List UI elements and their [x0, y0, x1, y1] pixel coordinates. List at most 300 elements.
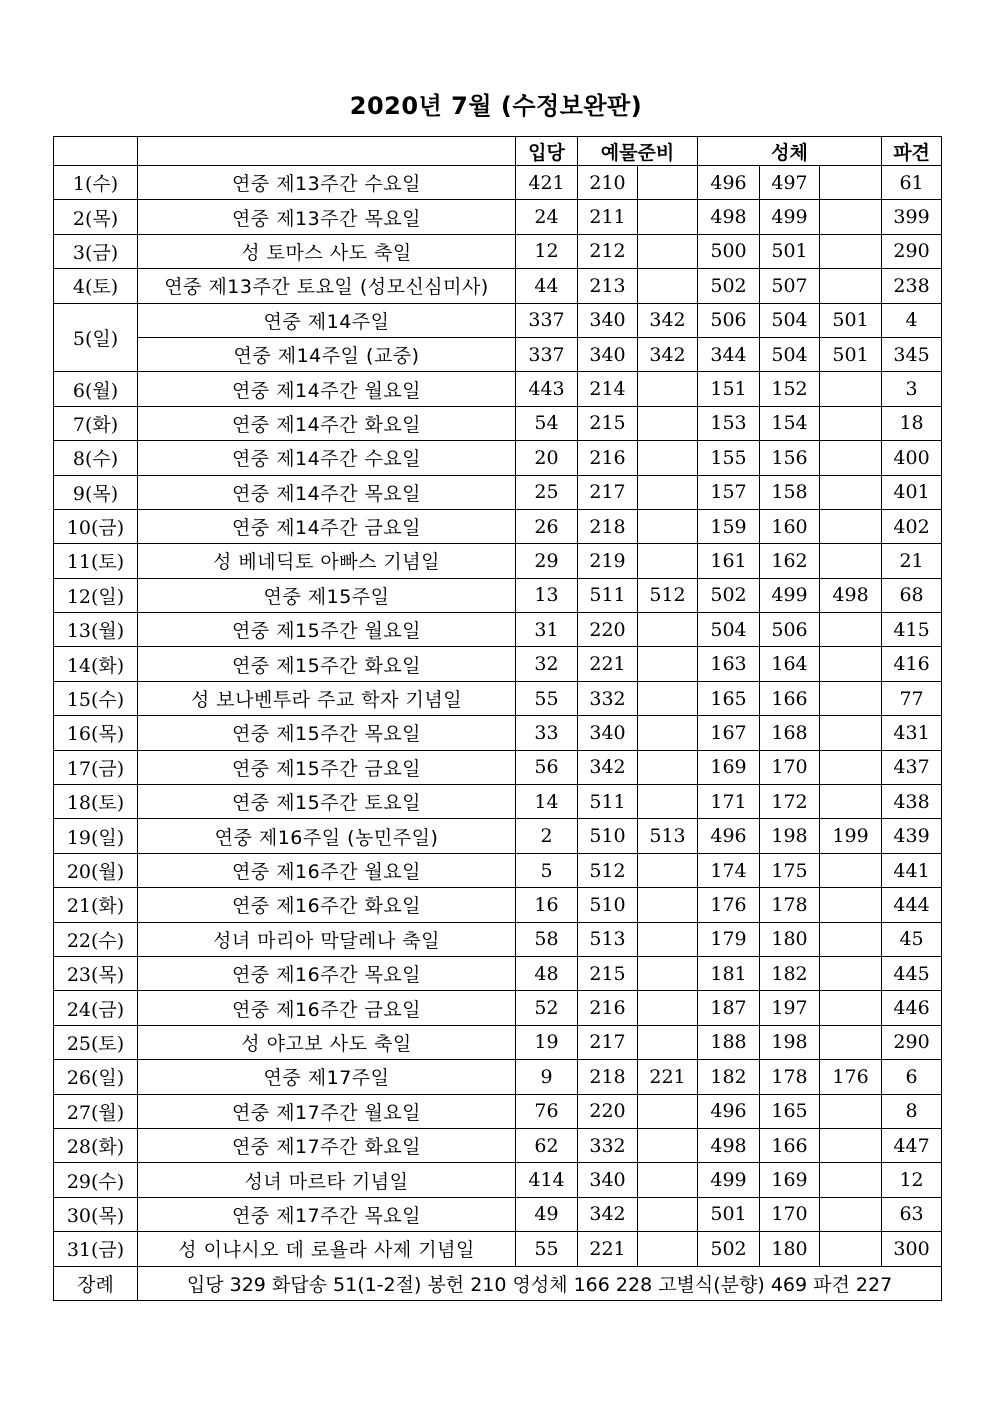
hymn-number-cell: 56	[516, 750, 578, 784]
celebration-cell: 성 토마스 사도 축일	[138, 234, 516, 268]
hymn-number-cell: 444	[882, 888, 942, 922]
celebration-cell: 연중 제17주간 월요일	[138, 1094, 516, 1128]
hymn-number-cell: 216	[578, 441, 638, 475]
celebration-cell: 연중 제17주간 목요일	[138, 1197, 516, 1231]
hymn-number-cell: 76	[516, 1094, 578, 1128]
table-row	[54, 303, 942, 337]
hymn-number-cell: 158	[760, 475, 820, 509]
hymn-number-cell: 55	[516, 681, 578, 715]
hymn-number-cell: 153	[698, 406, 760, 440]
day-cell: 22(수)	[54, 922, 138, 956]
hymn-number-cell: 501	[698, 1197, 760, 1231]
hymn-number-cell: 13	[516, 578, 578, 612]
hymn-number-cell: 499	[698, 1163, 760, 1197]
table-row	[54, 991, 942, 1025]
table-row	[54, 269, 942, 303]
hymn-number-cell: 199	[820, 819, 882, 853]
hymn-number-cell: 19	[516, 1025, 578, 1059]
day-cell: 8(수)	[54, 441, 138, 475]
hymn-number-cell: 20	[516, 441, 578, 475]
hymn-number-cell: 342	[638, 303, 698, 337]
hymn-number-cell	[820, 991, 882, 1025]
hymn-number-cell	[820, 1094, 882, 1128]
header-offertory: 예물준비	[578, 137, 698, 166]
hymn-number-cell: 164	[760, 647, 820, 681]
celebration-cell: 연중 제14주간 수요일	[138, 441, 516, 475]
hymn-number-cell: 340	[578, 1163, 638, 1197]
day-cell: 5(일)	[54, 303, 138, 372]
hymn-number-cell	[820, 441, 882, 475]
table-row	[54, 1128, 942, 1162]
hymn-number-cell: 16	[516, 888, 578, 922]
day-cell: 7(화)	[54, 406, 138, 440]
hymn-number-cell	[820, 269, 882, 303]
hymn-number-cell: 496	[698, 166, 760, 200]
table-row	[54, 750, 942, 784]
hymn-number-cell	[638, 1232, 698, 1266]
hymn-number-cell: 5	[516, 853, 578, 887]
hymn-number-cell: 217	[578, 475, 638, 509]
hymn-number-cell: 215	[578, 956, 638, 990]
hymn-number-cell: 175	[760, 853, 820, 887]
table-row	[54, 1197, 942, 1231]
hymn-number-cell: 431	[882, 716, 942, 750]
hymn-number-cell	[820, 716, 882, 750]
hymn-number-cell: 165	[760, 1094, 820, 1128]
page-title: 2020년 7월 (수정보완판)	[349, 92, 643, 120]
hymn-number-cell: 220	[578, 1094, 638, 1128]
celebration-cell: 연중 제15주간 화요일	[138, 647, 516, 681]
hymn-number-cell: 176	[698, 888, 760, 922]
hymn-number-cell	[638, 269, 698, 303]
hymn-number-cell: 210	[578, 166, 638, 200]
hymn-number-cell: 445	[882, 956, 942, 990]
hymn-number-cell: 238	[882, 269, 942, 303]
hymn-number-cell: 447	[882, 1128, 942, 1162]
day-cell: 3(금)	[54, 234, 138, 268]
hymn-number-cell	[638, 750, 698, 784]
table-row	[54, 1232, 942, 1266]
hymn-number-cell	[638, 234, 698, 268]
table-row	[54, 819, 942, 853]
celebration-cell: 연중 제15주간 토요일	[138, 785, 516, 819]
hymn-number-cell	[820, 750, 882, 784]
header-celebration	[138, 137, 516, 166]
hymn-number-cell: 506	[698, 303, 760, 337]
hymn-number-cell: 504	[760, 303, 820, 337]
hymn-number-cell: 2	[516, 819, 578, 853]
table-row	[54, 544, 942, 578]
header-day	[54, 137, 138, 166]
hymn-number-cell: 337	[516, 337, 578, 371]
hymn-number-cell	[820, 613, 882, 647]
hymn-number-cell: 221	[578, 647, 638, 681]
hymn-number-cell: 62	[516, 1128, 578, 1162]
hymn-number-cell	[820, 406, 882, 440]
hymn-number-cell	[820, 544, 882, 578]
hymn-number-cell: 29	[516, 544, 578, 578]
header-communion: 성체	[698, 137, 882, 166]
hymn-number-cell: 500	[698, 234, 760, 268]
day-cell: 26(일)	[54, 1060, 138, 1094]
hymn-number-cell	[638, 166, 698, 200]
hymn-number-cell: 172	[760, 785, 820, 819]
hymn-number-cell: 9	[516, 1060, 578, 1094]
hymn-number-cell: 502	[698, 269, 760, 303]
day-cell: 31(금)	[54, 1232, 138, 1266]
hymn-number-cell: 178	[760, 888, 820, 922]
celebration-cell: 연중 제15주간 목요일	[138, 716, 516, 750]
hymn-number-cell: 498	[820, 578, 882, 612]
hymn-number-cell	[820, 1197, 882, 1231]
hymn-number-cell	[820, 853, 882, 887]
funeral-row	[54, 1266, 942, 1300]
hymn-number-cell	[820, 234, 882, 268]
table-row	[54, 956, 942, 990]
hymn-number-cell: 421	[516, 166, 578, 200]
hymn-number-cell: 161	[698, 544, 760, 578]
hymn-number-cell	[638, 1094, 698, 1128]
hymn-number-cell: 342	[578, 750, 638, 784]
hymn-number-cell: 290	[882, 1025, 942, 1059]
hymn-number-cell: 178	[760, 1060, 820, 1094]
hymn-number-cell: 414	[516, 1163, 578, 1197]
hymn-number-cell: 502	[698, 1232, 760, 1266]
hymn-number-cell: 170	[760, 750, 820, 784]
hymn-number-cell: 496	[698, 1094, 760, 1128]
hymn-number-cell: 399	[882, 200, 942, 234]
hymn-number-cell: 181	[698, 956, 760, 990]
hymn-number-cell: 52	[516, 991, 578, 1025]
hymn-number-cell	[638, 1197, 698, 1231]
celebration-cell: 연중 제16주일 (농민주일)	[138, 819, 516, 853]
hymn-number-cell: 3	[882, 372, 942, 406]
hymn-number-cell: 162	[760, 544, 820, 578]
hymn-number-cell: 211	[578, 200, 638, 234]
hymn-number-cell: 219	[578, 544, 638, 578]
table-row	[54, 509, 942, 543]
hymn-number-cell: 198	[760, 1025, 820, 1059]
hymn-number-cell	[638, 888, 698, 922]
table-row	[54, 406, 942, 440]
hymn-number-cell: 169	[698, 750, 760, 784]
table-row	[54, 475, 942, 509]
celebration-cell: 연중 제16주간 금요일	[138, 991, 516, 1025]
hymn-number-cell: 290	[882, 234, 942, 268]
day-cell: 6(월)	[54, 372, 138, 406]
hymn-number-cell: 212	[578, 234, 638, 268]
table-row	[54, 888, 942, 922]
hymn-number-cell	[638, 441, 698, 475]
hymn-number-cell: 160	[760, 509, 820, 543]
table-row	[54, 647, 942, 681]
hymn-number-cell: 332	[578, 1128, 638, 1162]
hymn-number-cell: 188	[698, 1025, 760, 1059]
hymn-number-cell	[638, 406, 698, 440]
hymn-number-cell	[638, 1163, 698, 1197]
hymn-number-cell	[638, 785, 698, 819]
hymn-number-cell: 497	[760, 166, 820, 200]
header-row	[54, 137, 942, 166]
hymn-number-cell: 400	[882, 441, 942, 475]
hymn-number-cell: 156	[760, 441, 820, 475]
hymn-number-cell: 187	[698, 991, 760, 1025]
hymn-number-cell: 180	[760, 922, 820, 956]
hymn-number-cell: 512	[578, 853, 638, 887]
hymn-number-cell: 342	[578, 1197, 638, 1231]
hymn-number-cell	[820, 647, 882, 681]
celebration-cell: 연중 제13주간 토요일 (성모신심미사)	[138, 269, 516, 303]
hymn-number-cell: 6	[882, 1060, 942, 1094]
hymn-number-cell: 4	[882, 303, 942, 337]
hymn-number-cell: 25	[516, 475, 578, 509]
hymn-number-cell: 216	[578, 991, 638, 1025]
hymn-number-cell: 501	[760, 234, 820, 268]
table-row	[54, 441, 942, 475]
day-cell: 21(화)	[54, 888, 138, 922]
hymn-number-cell: 155	[698, 441, 760, 475]
hymn-number-cell: 12	[516, 234, 578, 268]
table-row	[54, 853, 942, 887]
hymn-number-cell: 340	[578, 303, 638, 337]
hymn-number-cell	[638, 509, 698, 543]
hymn-number-cell	[820, 681, 882, 715]
celebration-cell: 성 이냐시오 데 로욜라 사제 기념일	[138, 1232, 516, 1266]
hymn-number-cell: 24	[516, 200, 578, 234]
hymn-number-cell: 443	[516, 372, 578, 406]
hymn-number-cell: 446	[882, 991, 942, 1025]
day-cell: 24(금)	[54, 991, 138, 1025]
hymn-number-cell	[638, 475, 698, 509]
hymn-number-cell	[820, 922, 882, 956]
celebration-cell: 성 보나벤투라 주교 학자 기념일	[138, 681, 516, 715]
hymn-number-cell: 26	[516, 509, 578, 543]
hymn-number-cell: 499	[760, 200, 820, 234]
hymn-number-cell	[820, 1025, 882, 1059]
hymn-number-cell	[820, 200, 882, 234]
table-row	[54, 613, 942, 647]
hymn-number-cell	[638, 922, 698, 956]
hymn-number-cell: 496	[698, 819, 760, 853]
day-cell: 12(일)	[54, 578, 138, 612]
hymn-number-cell	[820, 475, 882, 509]
hymn-number-cell: 182	[760, 956, 820, 990]
celebration-cell: 연중 제13주간 수요일	[138, 166, 516, 200]
hymn-number-cell: 151	[698, 372, 760, 406]
hymn-number-cell	[820, 785, 882, 819]
day-cell: 1(수)	[54, 166, 138, 200]
hymn-number-cell: 32	[516, 647, 578, 681]
hymn-number-cell: 332	[578, 681, 638, 715]
hymn-number-cell: 504	[760, 337, 820, 371]
hymn-number-cell: 513	[638, 819, 698, 853]
table-row	[54, 1094, 942, 1128]
hymn-number-cell: 179	[698, 922, 760, 956]
hymn-number-cell: 513	[578, 922, 638, 956]
funeral-hymns: 입당 329 화답송 51(1-2절) 봉헌 210 영성체 166 228 고별식(분향) 469 파견 227	[138, 1266, 942, 1300]
celebration-cell: 연중 제17주일	[138, 1060, 516, 1094]
hymn-number-cell: 511	[578, 785, 638, 819]
hymn-number-cell	[820, 956, 882, 990]
hymn-number-cell	[820, 1128, 882, 1162]
hymn-number-cell: 77	[882, 681, 942, 715]
hymn-number-cell: 498	[698, 1128, 760, 1162]
hymn-number-cell: 438	[882, 785, 942, 819]
hymn-number-cell: 499	[760, 578, 820, 612]
table-row	[54, 372, 942, 406]
table-row	[54, 681, 942, 715]
day-cell: 20(월)	[54, 853, 138, 887]
celebration-cell: 연중 제14주일 (교중)	[138, 337, 516, 371]
hymn-number-cell: 218	[578, 1060, 638, 1094]
hymn-number-cell: 63	[882, 1197, 942, 1231]
table-row	[54, 166, 942, 200]
hymn-number-cell: 214	[578, 372, 638, 406]
hymn-number-cell: 61	[882, 166, 942, 200]
hymn-number-cell: 8	[882, 1094, 942, 1128]
hymn-number-cell: 180	[760, 1232, 820, 1266]
table-row	[54, 337, 942, 371]
hymn-number-cell: 176	[820, 1060, 882, 1094]
hymn-number-cell: 68	[882, 578, 942, 612]
hymn-number-cell	[638, 544, 698, 578]
hymn-number-cell	[638, 372, 698, 406]
hymn-number-cell: 49	[516, 1197, 578, 1231]
hymn-number-cell	[638, 853, 698, 887]
day-cell: 14(화)	[54, 647, 138, 681]
day-cell: 28(화)	[54, 1128, 138, 1162]
hymn-number-cell	[638, 613, 698, 647]
day-cell: 19(일)	[54, 819, 138, 853]
hymn-number-cell: 498	[698, 200, 760, 234]
hymn-number-cell	[820, 1163, 882, 1197]
hymn-number-cell: 58	[516, 922, 578, 956]
hymn-number-cell: 345	[882, 337, 942, 371]
hymn-number-cell: 169	[760, 1163, 820, 1197]
hymn-number-cell: 215	[578, 406, 638, 440]
celebration-cell: 연중 제17주간 화요일	[138, 1128, 516, 1162]
hymn-number-cell	[638, 200, 698, 234]
hymn-number-cell: 510	[578, 819, 638, 853]
celebration-cell: 성녀 마리아 막달레나 축일	[138, 922, 516, 956]
hymn-number-cell: 159	[698, 509, 760, 543]
celebration-cell: 연중 제16주간 목요일	[138, 956, 516, 990]
hymn-number-cell: 439	[882, 819, 942, 853]
hymn-number-cell	[638, 647, 698, 681]
hymn-number-cell	[820, 1232, 882, 1266]
hymn-number-cell: 163	[698, 647, 760, 681]
day-cell: 9(목)	[54, 475, 138, 509]
celebration-cell: 성 베네딕토 아빠스 기념일	[138, 544, 516, 578]
hymn-number-cell: 171	[698, 785, 760, 819]
day-cell: 23(목)	[54, 956, 138, 990]
celebration-cell: 연중 제15주간 금요일	[138, 750, 516, 784]
header-entrance: 입당	[516, 137, 578, 166]
hymn-number-cell: 44	[516, 269, 578, 303]
day-cell: 27(월)	[54, 1094, 138, 1128]
hymn-number-cell	[820, 888, 882, 922]
hymn-number-cell: 344	[698, 337, 760, 371]
table-row	[54, 1025, 942, 1059]
day-cell: 25(토)	[54, 1025, 138, 1059]
day-cell: 11(토)	[54, 544, 138, 578]
hymn-number-cell: 340	[578, 337, 638, 371]
celebration-cell: 연중 제14주간 금요일	[138, 509, 516, 543]
hymn-number-cell: 48	[516, 956, 578, 990]
header-recessional: 파견	[882, 137, 942, 166]
hymn-number-cell: 510	[578, 888, 638, 922]
hymn-number-cell	[638, 1128, 698, 1162]
hymn-number-cell: 504	[698, 613, 760, 647]
celebration-cell: 연중 제16주간 월요일	[138, 853, 516, 887]
hymn-number-cell: 45	[882, 922, 942, 956]
hymn-number-cell	[638, 1025, 698, 1059]
hymn-number-cell	[638, 991, 698, 1025]
hymn-number-cell: 154	[760, 406, 820, 440]
hymn-schedule-table	[53, 136, 942, 1301]
hymn-number-cell	[820, 509, 882, 543]
hymn-number-cell: 55	[516, 1232, 578, 1266]
table-row	[54, 578, 942, 612]
hymn-number-cell: 174	[698, 853, 760, 887]
celebration-cell: 연중 제15주간 월요일	[138, 613, 516, 647]
hymn-number-cell: 416	[882, 647, 942, 681]
hymn-number-cell: 14	[516, 785, 578, 819]
celebration-cell: 성 야고보 사도 축일	[138, 1025, 516, 1059]
day-cell: 18(토)	[54, 785, 138, 819]
hymn-number-cell: 165	[698, 681, 760, 715]
hymn-number-cell: 12	[882, 1163, 942, 1197]
celebration-cell: 연중 제16주간 화요일	[138, 888, 516, 922]
hymn-number-cell: 501	[820, 337, 882, 371]
hymn-number-cell: 21	[882, 544, 942, 578]
day-cell: 16(목)	[54, 716, 138, 750]
table-row	[54, 1060, 942, 1094]
hymn-number-cell: 182	[698, 1060, 760, 1094]
day-cell: 10(금)	[54, 509, 138, 543]
hymn-number-cell: 437	[882, 750, 942, 784]
hymn-number-cell: 31	[516, 613, 578, 647]
hymn-number-cell: 166	[760, 681, 820, 715]
celebration-cell: 연중 제13주간 목요일	[138, 200, 516, 234]
hymn-number-cell	[638, 681, 698, 715]
celebration-cell: 연중 제14주간 월요일	[138, 372, 516, 406]
hymn-number-cell: 170	[760, 1197, 820, 1231]
day-cell: 2(목)	[54, 200, 138, 234]
hymn-number-cell: 415	[882, 613, 942, 647]
hymn-number-cell: 401	[882, 475, 942, 509]
hymn-number-cell: 337	[516, 303, 578, 337]
hymn-number-cell: 197	[760, 991, 820, 1025]
hymn-number-cell: 218	[578, 509, 638, 543]
hymn-number-cell	[638, 956, 698, 990]
day-cell: 4(토)	[54, 269, 138, 303]
hymn-number-cell: 220	[578, 613, 638, 647]
hymn-number-cell: 213	[578, 269, 638, 303]
celebration-cell: 성녀 마르타 기념일	[138, 1163, 516, 1197]
hymn-number-cell: 342	[638, 337, 698, 371]
hymn-number-cell: 340	[578, 716, 638, 750]
table-row	[54, 785, 942, 819]
hymn-number-cell: 300	[882, 1232, 942, 1266]
hymn-number-cell: 167	[698, 716, 760, 750]
table-row	[54, 1163, 942, 1197]
hymn-number-cell: 402	[882, 509, 942, 543]
hymn-number-cell: 54	[516, 406, 578, 440]
hymn-number-cell	[820, 166, 882, 200]
hymn-number-cell: 157	[698, 475, 760, 509]
day-cell: 13(월)	[54, 613, 138, 647]
